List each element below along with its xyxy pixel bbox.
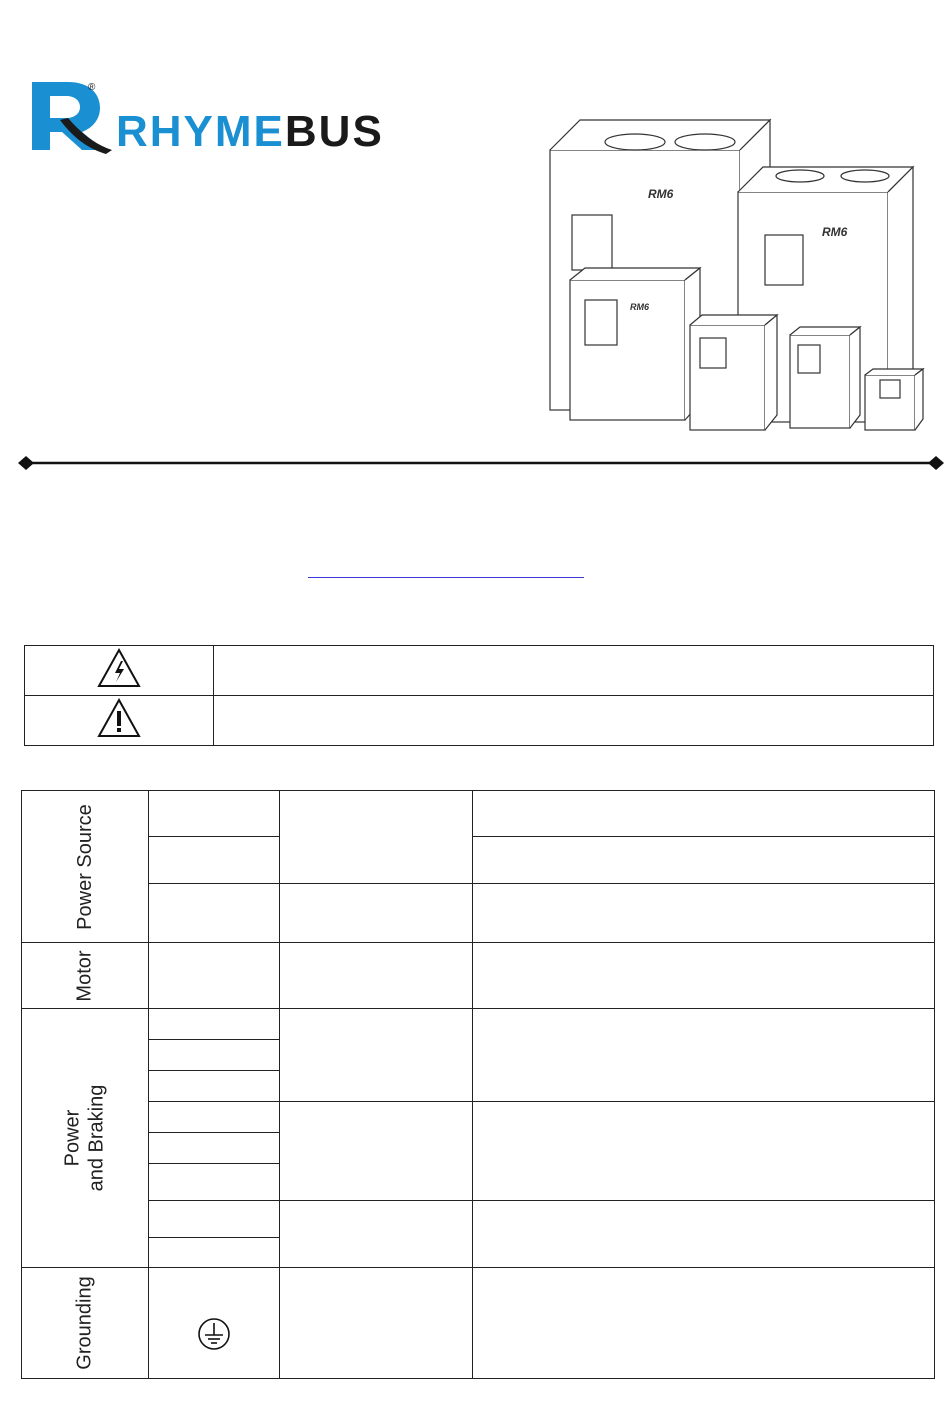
description-cell	[472, 1201, 934, 1268]
terminal-cell	[148, 943, 279, 1009]
table-row	[22, 1009, 935, 1040]
safety-symbols-table	[24, 645, 934, 746]
table-row	[22, 791, 935, 837]
safety-description-cell	[214, 696, 934, 746]
caution-warning-icon	[96, 697, 142, 739]
category-grounding	[22, 1268, 149, 1379]
category-motor	[22, 943, 149, 1009]
category-label: Power Source	[73, 803, 96, 930]
name-cell	[279, 1268, 472, 1379]
ground-symbol-icon	[197, 1317, 231, 1351]
brand-name-part2: BUS	[284, 107, 384, 154]
model-label-2: RM6	[822, 225, 848, 239]
table-row	[22, 1102, 935, 1133]
terminal-cell	[148, 1071, 279, 1102]
category-label: Grounding	[73, 1276, 96, 1370]
terminal-cell	[148, 1238, 279, 1268]
terminal-cell	[148, 1133, 279, 1164]
inverter-product-illustration	[540, 100, 950, 435]
terminal-cell	[148, 884, 279, 943]
divider-right-diamond	[928, 456, 944, 470]
registered-mark: ®	[88, 82, 96, 93]
table-row	[22, 1268, 935, 1379]
description-cell	[472, 943, 934, 1009]
safety-row-high-voltage	[25, 646, 934, 696]
description-cell	[472, 1102, 934, 1201]
safety-description-cell	[214, 646, 934, 696]
category-power-source	[22, 791, 149, 943]
terminal-cell	[148, 791, 279, 837]
model-label-3: RM6	[630, 302, 650, 312]
category-label-line1: Power	[61, 1109, 84, 1167]
description-cell	[472, 837, 934, 884]
terminal-cell	[148, 1164, 279, 1201]
name-cell	[279, 1201, 472, 1268]
description-cell	[472, 1009, 934, 1102]
name-cell	[279, 884, 472, 943]
description-cell	[472, 884, 934, 943]
section-divider	[16, 452, 946, 474]
name-cell	[279, 1009, 472, 1102]
terminal-cell	[148, 1268, 279, 1379]
terminal-cell	[148, 1201, 279, 1238]
svg-text:RHYMEBUS	[116, 107, 384, 154]
category-label	[61, 1085, 109, 1192]
safety-row-caution	[25, 696, 934, 746]
high-voltage-warning-icon	[96, 647, 142, 689]
divider-left-diamond	[18, 456, 34, 470]
table-row	[22, 943, 935, 1009]
safety-icon-cell	[25, 646, 214, 696]
table-row	[22, 837, 935, 884]
category-power-and-braking	[22, 1009, 149, 1268]
table-row	[22, 884, 935, 943]
category-label-line2: and Braking	[85, 1084, 108, 1192]
name-cell	[279, 1102, 472, 1201]
terminal-description-table	[21, 790, 935, 1379]
table-row	[22, 1201, 935, 1238]
model-label-1: RM6	[648, 187, 674, 201]
name-cell	[279, 791, 472, 884]
terminal-cell	[148, 1040, 279, 1071]
terminal-cell	[148, 1102, 279, 1133]
terminal-cell	[148, 1009, 279, 1040]
brand-name-part1: RHYME	[116, 107, 285, 154]
name-cell	[279, 943, 472, 1009]
description-cell	[472, 1268, 934, 1379]
category-label: Motor	[73, 949, 96, 1002]
terminal-cell	[148, 837, 279, 884]
rhymebus-logo	[28, 78, 438, 154]
description-cell	[472, 791, 934, 837]
hyperlink-underline[interactable]	[308, 577, 584, 578]
safety-icon-cell	[25, 696, 214, 746]
